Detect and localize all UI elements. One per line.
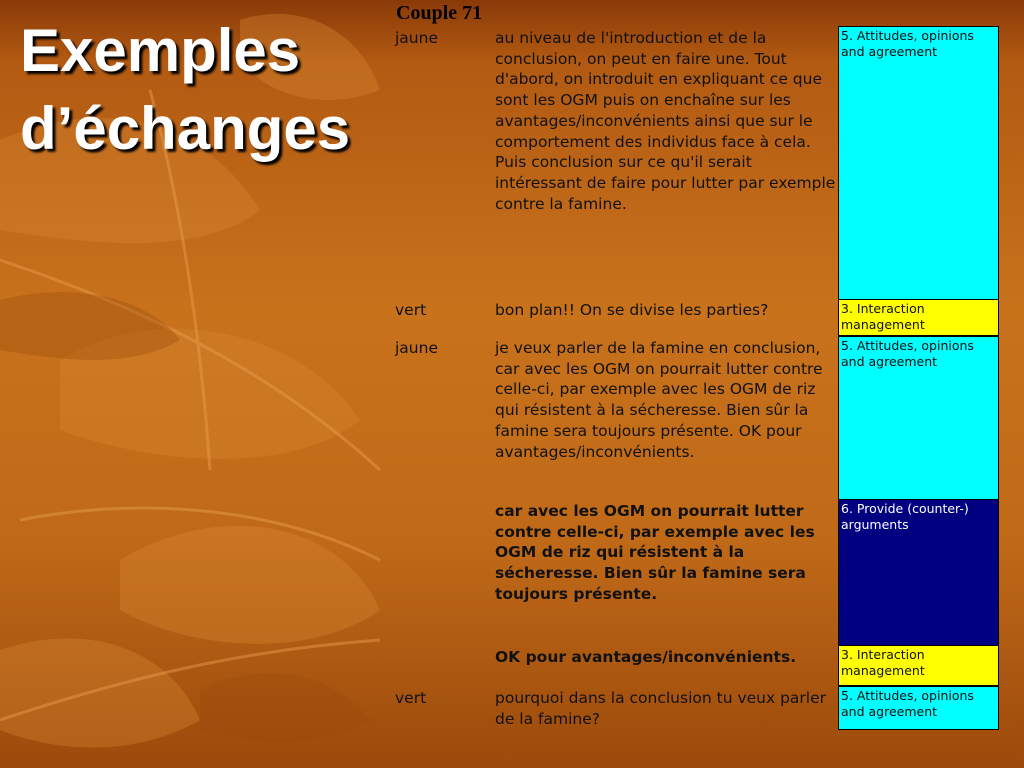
code-label-arguments: 6. Provide (counter-) arguments [838,499,999,646]
slide-title [20,12,350,168]
message-excerpt: OK pour avantages/inconvénients. [495,648,797,666]
message-text: je veux parler de la famine en conclusion, car avec les OGM on pourrait lutter contre celle-ci, par exemple avec les OGM de riz qui résistent à la sécheresse. Bien sûr la famine sera toujours présente. OK pour avantages/inconvénients. [495,339,823,461]
slide-title-line2: d’échanges [20,95,351,162]
slide-title-line1: Exemples [20,17,301,84]
code-label-interaction: 3. Interaction management [838,299,999,336]
code-label-interaction: 3. Interaction management [838,645,999,686]
code-label-attitudes: 5. Attitudes, opinions and agreement [838,686,999,730]
speaker-vert: vert [395,689,427,707]
message-text: pourquoi dans la conclusion tu veux parler de la famine? [495,689,827,728]
message-excerpt: car avec les OGM on pourrait lutter contre celle-ci, par exemple avec les OGM de riz qui résistent à la sécheresse. Bien sûr la famine sera toujours présente. [495,502,815,603]
couple-label: Couple 71 [396,2,483,24]
code-label-attitudes: 5. Attitudes, opinions and agreement [838,26,999,300]
message-text: au niveau de l'introduction et de la conclusion, on peut en faire une. Tout d'abord, on introduit en expliquant ce que sont les OGM puis on enchaîne sur les avantages/inconvénients ainsi que sur le comportement des individus face à cela. Puis conclusion sur ce qu'il serait intéressant de faire pour lutter par exemple contre la famine. [495,29,836,213]
speaker-jaune: jaune [395,29,438,47]
code-label-attitudes: 5. Attitudes, opinions and agreement [838,336,999,500]
speaker-jaune: jaune [395,339,438,357]
message-text: bon plan!! On se divise les parties? [495,301,769,319]
speaker-vert: vert [395,301,427,319]
